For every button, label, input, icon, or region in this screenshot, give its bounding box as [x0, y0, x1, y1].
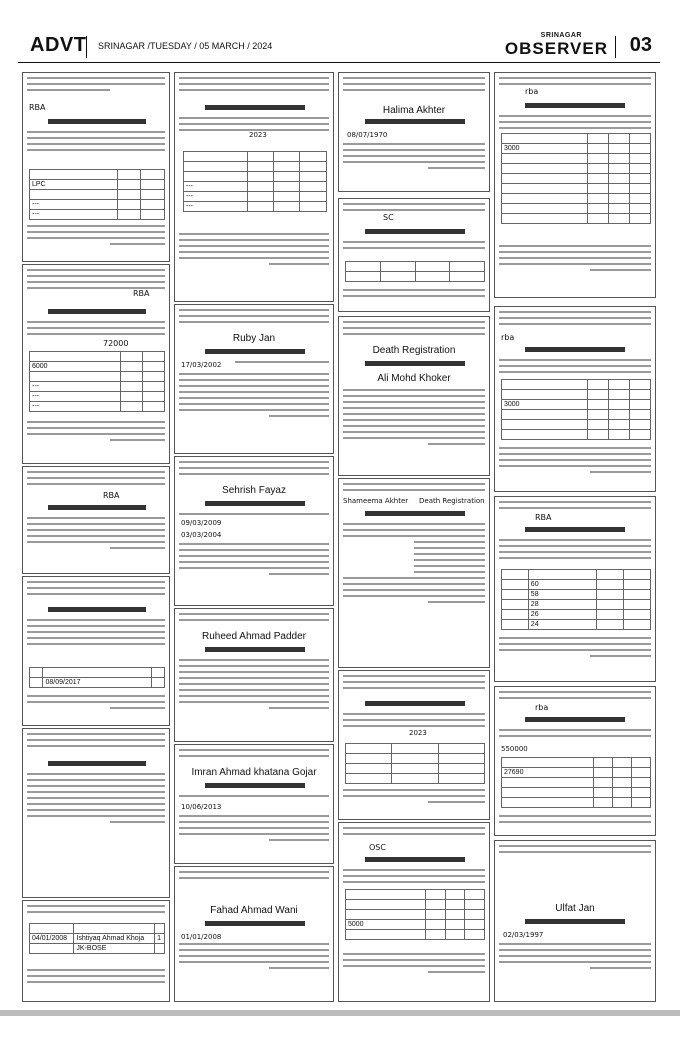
- notice-ad: [174, 304, 334, 454]
- table-cell: 28: [528, 600, 597, 610]
- notice-name: Fahad Ahmad Wani: [210, 905, 298, 916]
- notice-table: [345, 261, 485, 282]
- notice-name: Ruby Jan: [232, 333, 276, 344]
- notice-tag: RBA: [103, 491, 120, 500]
- table-cell: 3000: [502, 400, 588, 410]
- notice-ad: [174, 866, 334, 1002]
- table-cell: 24: [528, 620, 597, 630]
- notice-table: [29, 667, 165, 688]
- notice-ad: [338, 72, 490, 192]
- notice-ad: [494, 72, 656, 298]
- notice-subtitle: Death Registration: [372, 345, 456, 356]
- notice-heading: [205, 349, 305, 354]
- notice-ad: [22, 72, 170, 262]
- notice-heading: [48, 119, 146, 124]
- notice-heading: [365, 361, 465, 366]
- notice-ad: [494, 306, 656, 492]
- table-cell: Ishtiyaq Ahmad Khoja: [74, 934, 155, 944]
- page-number: 03: [629, 34, 652, 56]
- notice-ad: [338, 198, 490, 312]
- notice-table: --- --- ---: [183, 151, 327, 212]
- notice-ad: [174, 72, 334, 302]
- table-cell: 26: [528, 610, 597, 620]
- dob: 08/07/1970: [347, 131, 388, 139]
- dateline: SRINAGAR /TUESDAY / 05 MARCH / 2024: [98, 41, 273, 51]
- amount: 550000: [501, 745, 528, 753]
- notice-heading: [525, 527, 625, 532]
- notice-ad: [174, 744, 334, 864]
- brand-city: SRINAGAR: [540, 32, 582, 39]
- notice-tag: rba: [501, 333, 515, 342]
- notice-ad: [494, 496, 656, 682]
- notice-ad: [22, 264, 170, 464]
- notice-table: LPC --- ---: [29, 169, 165, 220]
- notice-heading: [205, 501, 305, 506]
- dob: 03/03/2004: [181, 531, 222, 539]
- notice-heading: [365, 511, 465, 516]
- notice-ad: [338, 478, 490, 668]
- notice-name: Imran Ahmad khatana Gojar: [191, 767, 317, 778]
- notice-heading: [525, 717, 625, 722]
- table-cell: JK-BOSE: [74, 944, 155, 954]
- notice-name: Sehrish Fayaz: [222, 485, 286, 496]
- section-label: ADVT: [30, 34, 87, 56]
- table-cell: 6000: [30, 362, 121, 372]
- notice-ad: [22, 466, 170, 574]
- table-cell: 58: [528, 590, 597, 600]
- notice-tag: RBA: [133, 289, 150, 298]
- notice-table: [501, 133, 651, 224]
- notice-subtitle: Death Registration: [419, 497, 485, 505]
- notice-table: [501, 757, 651, 808]
- amount: 72000: [103, 339, 129, 348]
- table-cell: 08/09/2017: [43, 678, 151, 688]
- table-cell: 04/01/2008: [30, 934, 74, 944]
- notice-ad: [494, 840, 656, 1002]
- notice-ad: [22, 900, 170, 1002]
- notice-heading: [365, 857, 465, 862]
- separator: [86, 36, 87, 58]
- table-cell: 27690: [502, 768, 594, 778]
- masthead-rule: [18, 62, 660, 63]
- notice-heading: [48, 309, 146, 314]
- dob: 09/03/2009: [181, 519, 222, 527]
- notice-heading: [525, 103, 625, 108]
- dob: 17/03/2002: [181, 361, 222, 369]
- notice-heading: [205, 647, 305, 652]
- notice-tag: OSC: [369, 843, 386, 852]
- table-cell: 5000: [346, 920, 426, 930]
- table-cell: LPC: [30, 180, 118, 190]
- notice-tag: SC: [383, 213, 394, 222]
- separator: [615, 36, 616, 58]
- notice-ad: [174, 456, 334, 606]
- notice-table: [501, 379, 651, 440]
- notice-heading: [365, 701, 465, 706]
- notice-name: Ruheed Ahmad Padder: [202, 631, 306, 642]
- table-cell: 3000: [502, 144, 588, 154]
- notice-ad: [338, 822, 490, 1002]
- notice-heading: [205, 783, 305, 788]
- notice-heading: [205, 105, 305, 110]
- notice-name: Halima Akhter: [382, 105, 446, 116]
- notice-table: 6000 --- --- ---: [29, 351, 165, 412]
- masthead: [18, 30, 660, 60]
- notice-ad: [494, 686, 656, 836]
- notice-heading: [365, 229, 465, 234]
- notice-name: Shameema Akhter: [343, 497, 409, 505]
- notice-tag: rba: [525, 87, 539, 96]
- notice-ad: [338, 670, 490, 820]
- notice-table: [345, 889, 485, 940]
- notice-heading: [48, 505, 146, 510]
- notice-table: [345, 743, 485, 784]
- notice-ad: [22, 576, 170, 726]
- year: 2023: [249, 131, 267, 139]
- year: 2023: [409, 729, 427, 737]
- notice-tag: RBA: [535, 513, 552, 522]
- notice-heading: [48, 761, 146, 766]
- death-table: [29, 923, 165, 954]
- notice-heading: [205, 921, 305, 926]
- notice-table: [501, 569, 651, 630]
- notice-heading: [525, 347, 625, 352]
- notice-heading: [48, 607, 146, 612]
- notice-heading: [525, 919, 625, 924]
- table-cell: 60: [528, 580, 597, 590]
- footer-bar: [0, 1010, 680, 1016]
- notice-name: Ulfat Jan: [555, 903, 595, 914]
- notice-ad: [22, 728, 170, 898]
- notice-tag: RBA: [29, 103, 46, 112]
- notice-ad: [174, 608, 334, 742]
- brand-logo: OBSERVER: [504, 39, 608, 58]
- dob: 02/03/1997: [503, 931, 544, 939]
- notice-tag: rba: [535, 703, 549, 712]
- dob: 01/01/2008: [181, 933, 222, 941]
- notice-ad: [338, 316, 490, 476]
- dob: 10/06/2013: [181, 803, 222, 811]
- notice-heading: [365, 119, 465, 124]
- notice-name: Ali Mohd Khoker: [377, 373, 451, 384]
- table-cell: 1: [155, 934, 165, 944]
